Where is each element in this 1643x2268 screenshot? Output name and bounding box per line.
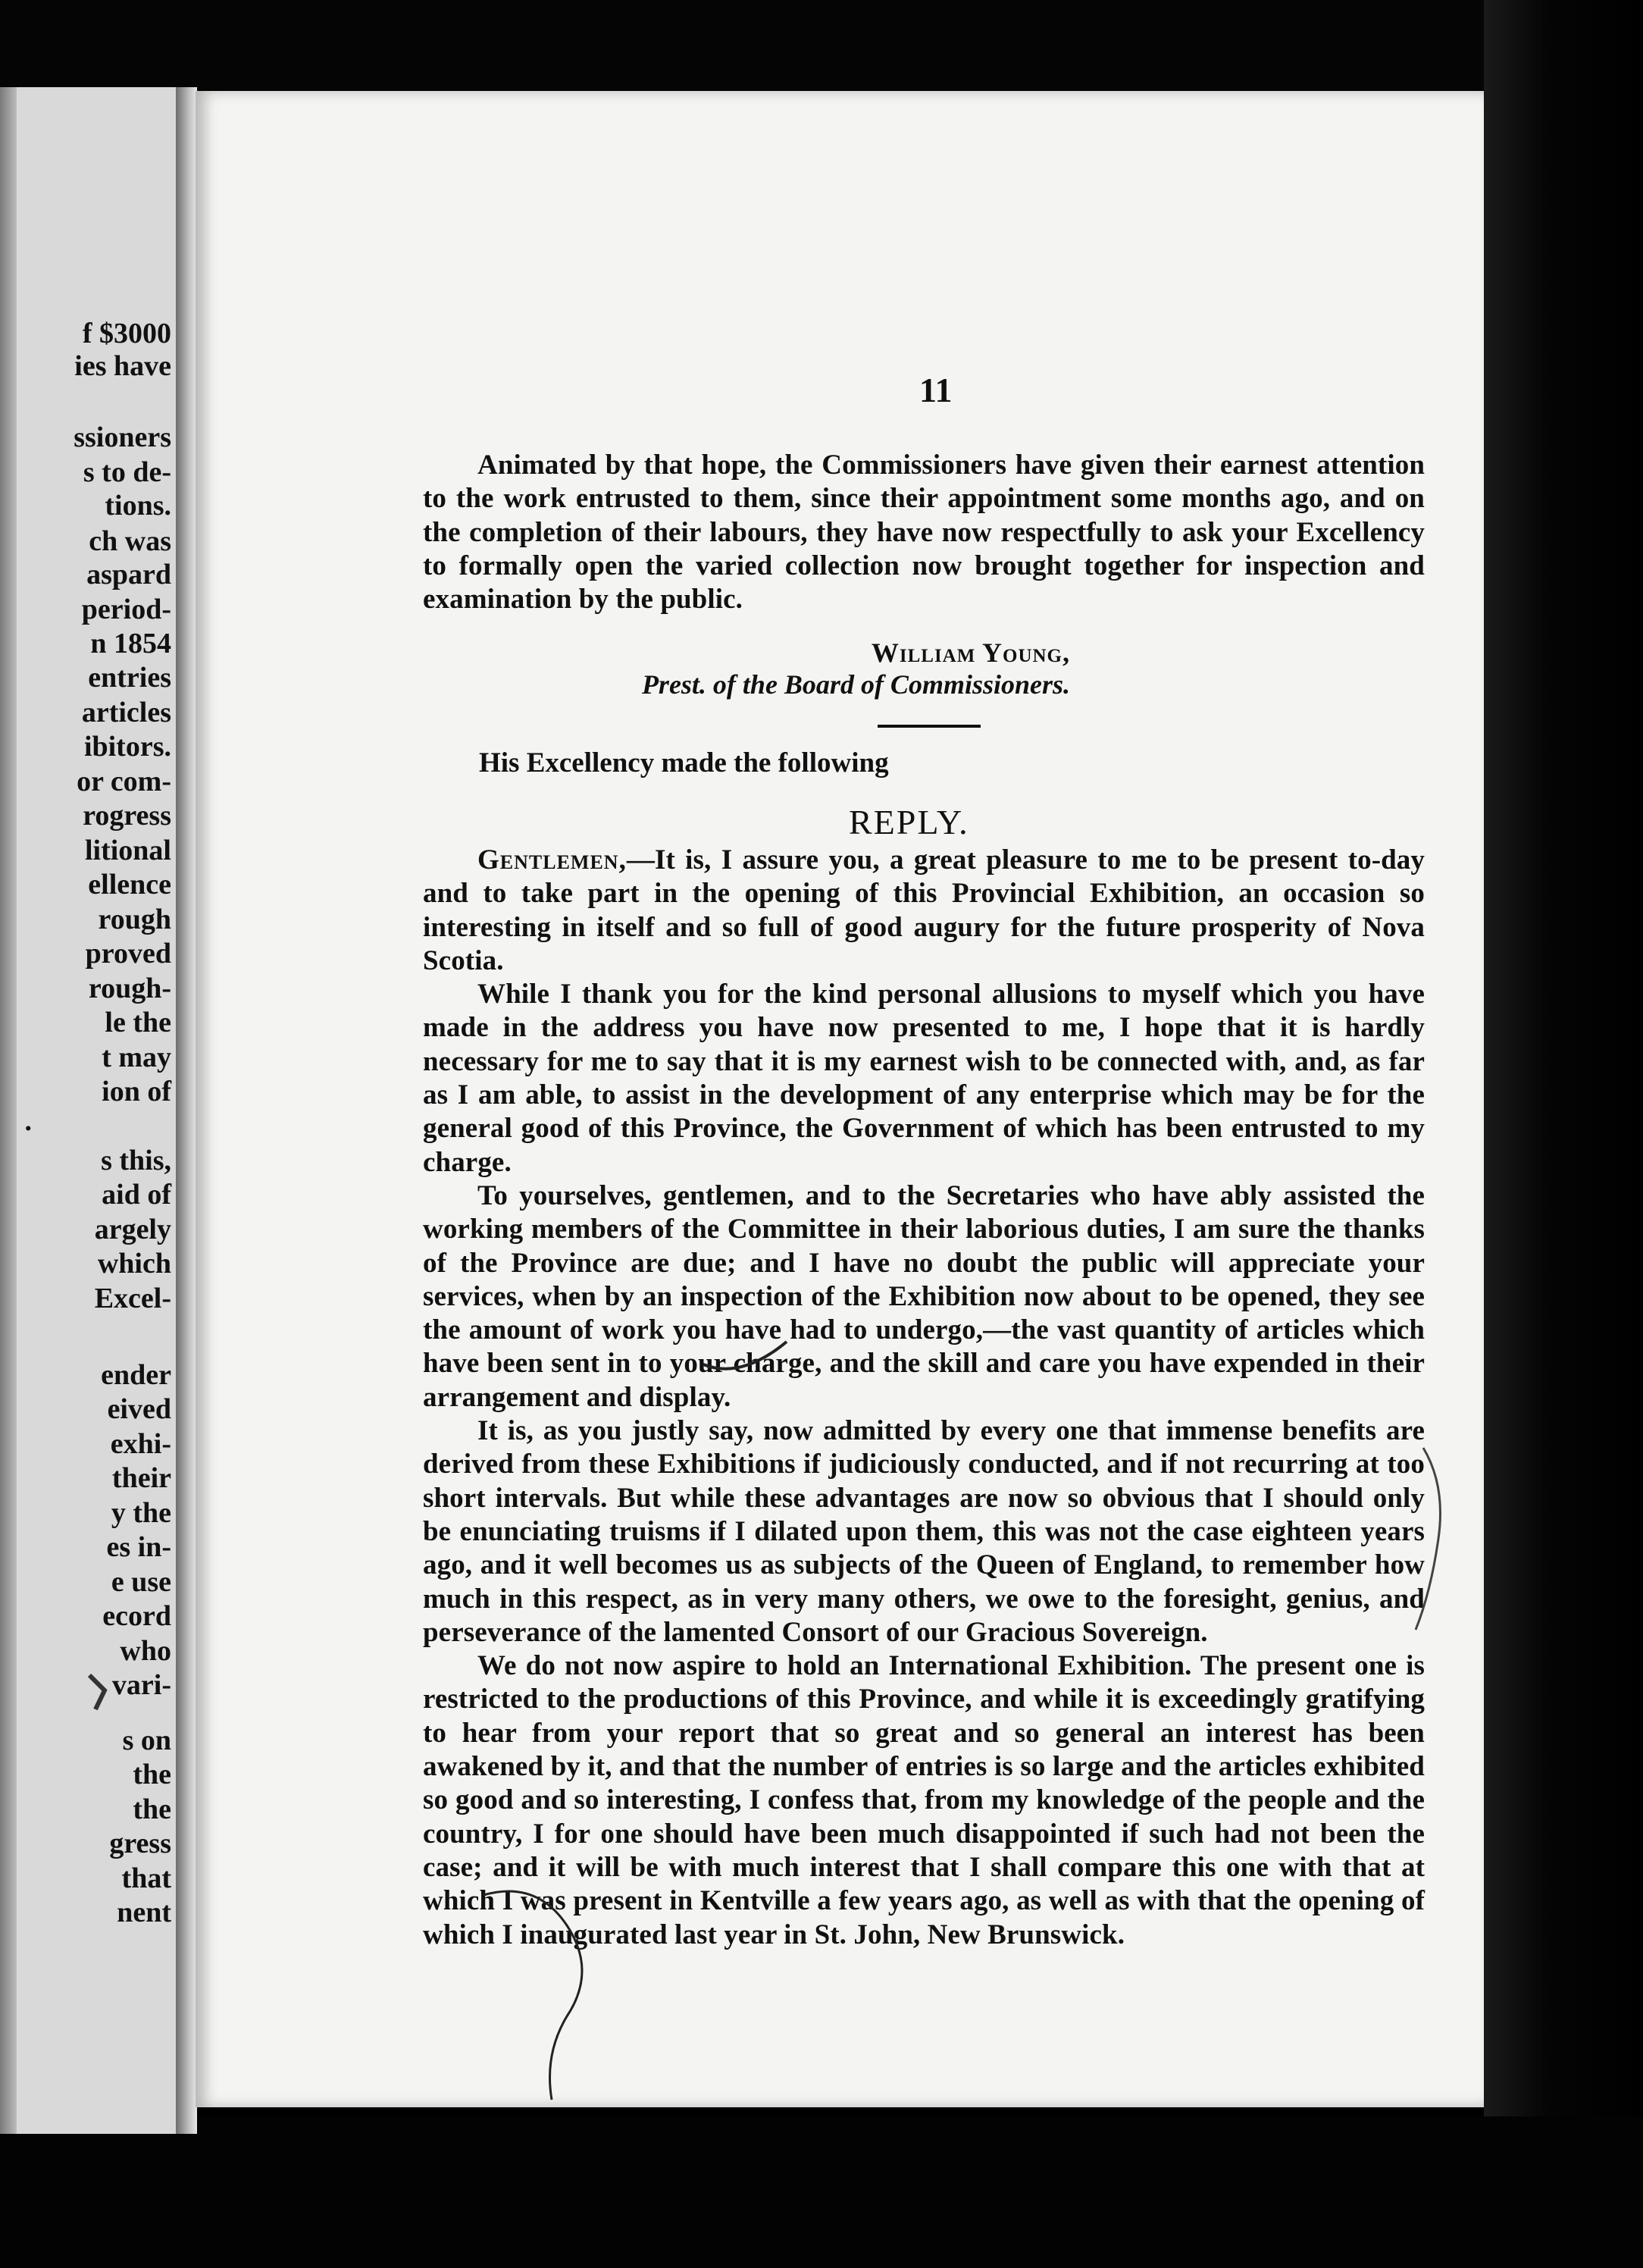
- commissioners-closing-paragraph: [423, 449, 1425, 616]
- facing-page-line: the: [133, 1759, 171, 1790]
- signature-title: Prest. of the Board of Commissioners.: [641, 669, 1070, 700]
- facing-page-line: litional: [84, 835, 171, 866]
- facing-page-line: who: [120, 1635, 171, 1667]
- facing-page-line: ion of: [102, 1076, 171, 1107]
- facing-page-line: .: [24, 1105, 32, 1137]
- reply-paragraph-5: We do not now aspire to hold an International Exhibition. The present one is restricted to the productions of this Province, and while it is exceedingly gratifying to hear from your report that so great and so general an interest has been awakened by it, and that the number of entries is so large and the articles exhibited so good and so interesting, I confess that, from my knowledge of the people and the country, I for one should have been much disappointed if such had not been the case; and it will be with much interest that I shall compare this one with that at which I was present in Kentville a few years ago, as well as with that the opening of which I inaugurated last year in St. John, New Brunswick.: [423, 1650, 1425, 1950]
- facing-page-line: aspard: [86, 559, 171, 590]
- facing-page-line: f $3000: [82, 318, 171, 349]
- facing-page-line: le the: [105, 1007, 171, 1038]
- reply-paragraph-4: It is, as you justly say, now admitted by every one that immense benefits are derived from these Exhibitions if judiciously conducted, and if not recurring at too short intervals. But while these advantages are now so obvious that I should only be enunciating truisms if I dilated upon them, this was not the case eighteen years ago, and it well becomes us as subjects of the Queen of England, to remember how much in this respect, as in very many others, we owe to the foresight, genius, and perseverance of the lamented Consort of our Gracious Sovereign.: [423, 1415, 1425, 1648]
- pencil-bracket-mark: [1408, 1440, 1454, 1637]
- scan-background-right: [1484, 0, 1643, 2268]
- facing-page-line: s on: [122, 1724, 171, 1756]
- ink-smudge: [82, 1668, 112, 1713]
- facing-page-line: which: [97, 1248, 171, 1280]
- facing-page-line: argely: [94, 1214, 171, 1245]
- salutation: Gentlemen,: [477, 844, 627, 876]
- facing-page-line: the: [133, 1793, 171, 1825]
- facing-page-line: exhi-: [110, 1428, 171, 1460]
- facing-page-line: aid of: [102, 1179, 171, 1211]
- main-page: [196, 91, 1484, 2107]
- facing-page-line: y the: [111, 1497, 171, 1529]
- reply-body: [423, 844, 1425, 1952]
- facing-page-line: t may: [102, 1042, 171, 1073]
- page-number: 11: [919, 371, 953, 409]
- facing-page-line: s this,: [101, 1145, 171, 1176]
- facing-page-line: their: [111, 1462, 171, 1494]
- facing-page-line: ender: [101, 1359, 171, 1391]
- facing-page-line: ies have: [74, 350, 171, 382]
- section-divider-rule: [878, 725, 981, 728]
- facing-page-line: rough: [98, 904, 171, 935]
- facing-page-line: period-: [81, 594, 171, 625]
- pencil-mark-underline: [696, 1334, 802, 1380]
- facing-page-line: e use: [111, 1566, 171, 1598]
- facing-page-line: nent: [117, 1897, 171, 1928]
- facing-page-edge: [0, 87, 17, 2134]
- facing-page-line: rogress: [83, 800, 171, 832]
- facing-page-line: ellence: [88, 869, 171, 901]
- facing-page-line: rough-: [88, 973, 171, 1004]
- facing-page-line: entries: [88, 662, 171, 694]
- scan-background-top: [0, 0, 1643, 91]
- scan-background-bottom: [0, 2116, 1643, 2268]
- facing-page-fragment: [0, 87, 177, 2134]
- facing-page-line: ibitors.: [83, 731, 171, 763]
- facing-page-line: s to de-: [83, 456, 171, 488]
- facing-page-line: Excel-: [94, 1283, 171, 1314]
- reply-paragraph-1-text: —It is, I assure you, a great pleasure to me to be present to-day and to take part in the opening of this Provincial Exhibition, an occasion so interesting in itself and so full of good augury for the future prosperity of Nova Scotia.: [423, 844, 1425, 976]
- paragraph-animated-by-that-hope: Animated by that hope, the Commissioners have given their earnest attention to the work entrusted to them, since their appointment some months ago, and on the completion of their labours, they have now respectfully to ask your Excellency to formally open the varied collection now brought together for inspection and examination by the public.: [423, 450, 1425, 616]
- reply-paragraph-1: [423, 844, 1425, 978]
- facing-page-line: proved: [85, 938, 171, 970]
- reply-paragraph-3: To yourselves, gentlemen, and to the Secretaries who have ably assisted the working members of the Committee in their laborious duties, I am sure the thanks of the Province are due; and I have no doubt the public will appreciate your services, when by an inspection of the Exhibition now about to be opened, they see the amount of work you have had to undergo,—the vast quantity of articles which have been sent in to your charge, and the skill and care you have expended in their arrangement and display.: [423, 1179, 1425, 1413]
- reply-paragraph-2: While I thank you for the kind personal allusions to myself which you have made in the address you have now presented to me, I hope that it is hardly necessary for me to say that it is my earnest wish to be connected with, and, as far as I am able, to assist in the development of any enterprise which may be for the general good of this Province, the Government of which has been entrusted to my charge.: [423, 979, 1425, 1178]
- facing-page-line: tions.: [105, 490, 171, 522]
- facing-page-line: ecord: [102, 1600, 171, 1632]
- facing-page-line: ch was: [89, 525, 171, 557]
- book-gutter: [176, 87, 197, 2134]
- intro-line: His Excellency made the following: [479, 747, 889, 778]
- facing-page-line: eived: [107, 1393, 171, 1425]
- facing-page-line: n 1854: [90, 628, 171, 659]
- pencil-scribble-mark: [446, 1880, 688, 2107]
- reply-heading: REPLY.: [849, 803, 969, 841]
- signature-name: William Young,: [871, 637, 1070, 668]
- facing-page-line: es in-: [106, 1531, 171, 1563]
- facing-page-line: ssioners: [74, 421, 171, 453]
- facing-page-line: articles: [81, 697, 171, 728]
- facing-page-line: vari-: [111, 1669, 171, 1701]
- facing-page-line: gress: [109, 1828, 171, 1859]
- facing-page-line: or com-: [77, 766, 171, 797]
- facing-page-line: that: [121, 1862, 171, 1894]
